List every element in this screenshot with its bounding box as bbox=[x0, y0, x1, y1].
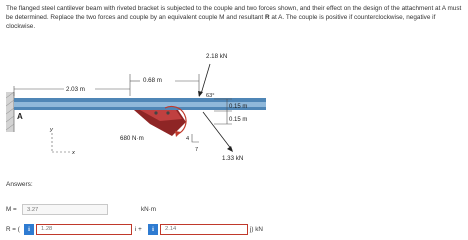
support-label-a: A bbox=[17, 112, 23, 121]
axis-x-label: x bbox=[72, 150, 75, 156]
dimension-015a-label: 0.15 m bbox=[229, 104, 248, 110]
dimension-068-label: 0.68 m bbox=[143, 77, 162, 84]
m-input[interactable]: 3.27 bbox=[22, 204, 108, 215]
angle-label: 63° bbox=[206, 93, 215, 99]
r-unit: j) kN bbox=[250, 226, 263, 233]
force-bottom-label: 1.33 kN bbox=[222, 155, 244, 162]
info-button-rx[interactable]: i bbox=[24, 224, 34, 235]
answers-heading: Answers: bbox=[6, 181, 33, 188]
coordinate-axes bbox=[52, 133, 70, 152]
info-button-ry[interactable]: i bbox=[148, 224, 158, 235]
force-top-label: 2.18 kN bbox=[206, 53, 228, 60]
i-plus-separator: i + bbox=[135, 226, 142, 233]
problem-text-bold-r: R bbox=[264, 14, 270, 21]
slope-triangle bbox=[192, 134, 199, 142]
dimension-015b-label: 0.15 m bbox=[229, 117, 248, 123]
problem-text-2: at A. The couple is positive if counterclockwise, negative if clockwise. bbox=[6, 14, 436, 30]
couple-label: 680 N·m bbox=[120, 135, 144, 142]
m-label: M = bbox=[6, 206, 17, 213]
slope-4-label: 4 bbox=[186, 136, 190, 142]
problem-text-1: The flanged steel cantilever beam with riveted bracket is subjected to the couple and two forces shown, and their effect on the design of the attachment at A must be determined. Replace the two forces and couple by an equivalent couple M and resultant bbox=[6, 5, 462, 21]
dimension-203-label: 2.03 m bbox=[66, 86, 85, 93]
slope-7-label: 7 bbox=[195, 147, 199, 153]
axis-y-label: y bbox=[50, 127, 53, 133]
ry-input[interactable]: 2.14 bbox=[160, 224, 248, 235]
wall-support bbox=[6, 92, 14, 132]
r-label: R = ( bbox=[6, 226, 20, 233]
m-unit: kN·m bbox=[141, 206, 157, 213]
dimension-068 bbox=[130, 74, 199, 96]
rx-input[interactable]: 1.28 bbox=[36, 224, 132, 235]
